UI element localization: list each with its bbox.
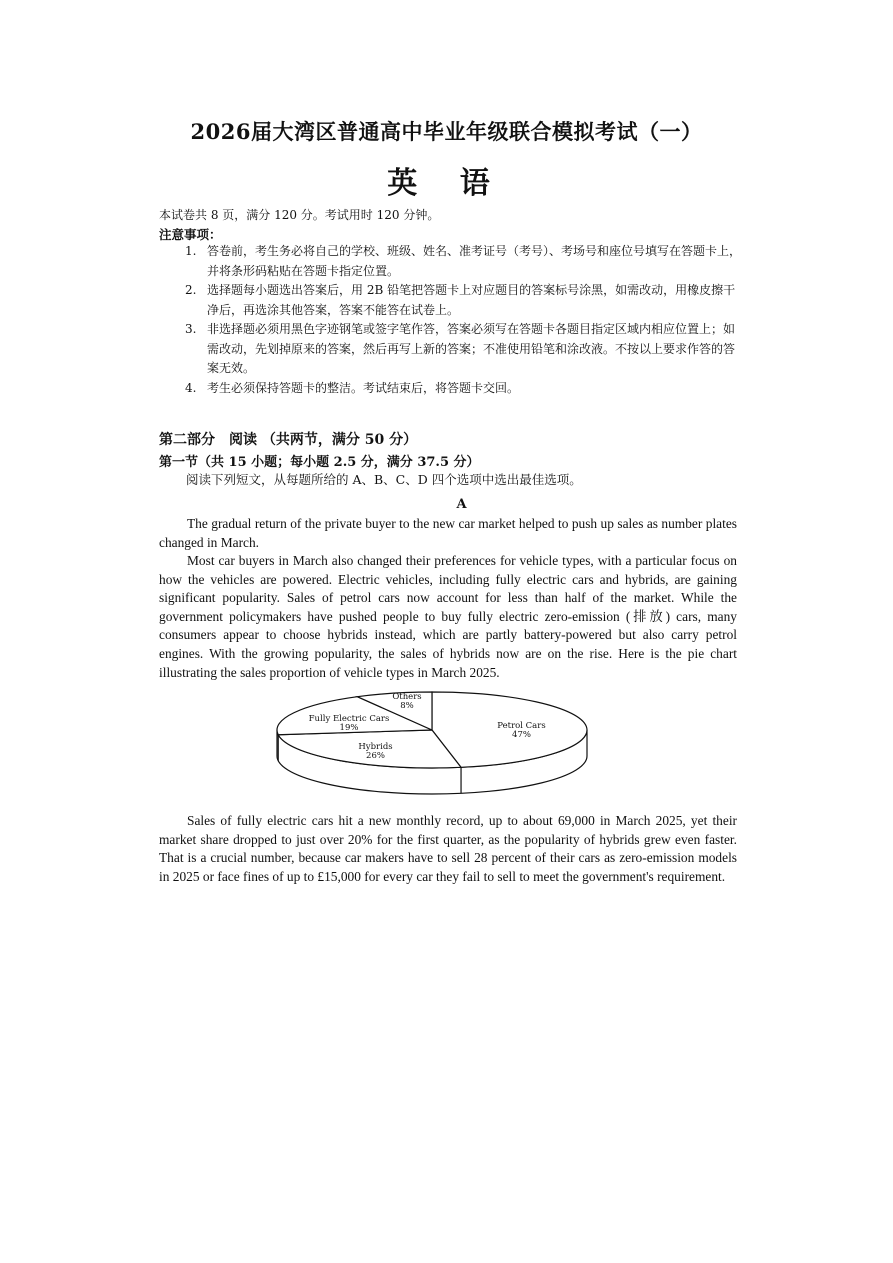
- exam-title: 2026届大湾区普通高中毕业年级联合模拟考试（一）: [190, 119, 703, 144]
- pie-chart-svg: [272, 688, 592, 802]
- part-title: 第二部分 阅读 （共两节，满分 50 分）: [159, 432, 418, 448]
- passage-label: A: [456, 497, 467, 512]
- vehicle-sales-pie-chart: [272, 688, 592, 802]
- pie-value-label: 19%: [339, 723, 359, 733]
- notice-list: [185, 242, 745, 398]
- notice-number: 2.: [185, 283, 197, 297]
- notice-number: 1.: [185, 244, 197, 258]
- notice-text: 答卷前，考生务必将自己的学校、班级、姓名、准考证号（考号）、考场号和座位号填写在答题卡上，并将条形码粘贴在答题卡指定位置。: [207, 244, 742, 278]
- pie-category-label: Petrol Cars: [497, 720, 546, 731]
- notice-text: 选择题每小题选出答案后，用 2B 铅笔把答题卡上对应题目的答案标号涂黑，如需改动，用橡皮擦干净后，再选涂其他答案，答案不能答在试卷上。: [207, 283, 736, 317]
- pie-category-label: Others: [392, 692, 422, 702]
- notice-text: 非选择题必须用黑色字迹钢笔或签字笔作答，答案必须写在答题卡各题目指定区域内相应位置上；如需改动，先划掉原来的答案，然后再写上新的答案；不准使用铅笔和涂改液。不按以上要求作答的答案无效。: [207, 322, 736, 375]
- pie-category-label: Hybrids: [358, 742, 393, 753]
- notice-number: 4.: [185, 380, 197, 395]
- notice-text: 考生必须保持答题卡的整洁。考试结束后，将答题卡交回。: [207, 380, 520, 395]
- pie-value-label: 47%: [512, 729, 531, 740]
- notice-item: [185, 281, 745, 320]
- passage-paragraph: Most car buyers in March also changed their preferences for vehicle types, with a particular focus on how the vehicles are powered. Electric vehicles, including fully electric cars and hybrids, are gaining significant popularity. Sales of petrol cars now account for less than half of the market. While the government policymakers have pushed people to buy fully electric zero-emission (排放) cars, many consumers appear to choose hybrids instead, which are partly battery-powered but also carry petrol engines. With the growing popularity, the sales of hybrids now are on the rise. Here is the pie chart illustrating the sales proportion of vehicle types in March 2025.: [159, 553, 737, 680]
- pie-category-label: Fully Electric Cars: [308, 714, 390, 724]
- reading-instruction: 阅读下列短文，从每题所给的 A、B、C、D 四个选项中选出最佳选项。: [186, 472, 582, 487]
- passage-paragraph: The gradual return of the private buyer to the new car market helped to push up sales as number plates changed in March.: [159, 516, 737, 550]
- notice-number: 3.: [185, 322, 197, 336]
- notice-item: [185, 320, 745, 379]
- subject-title: 英 语: [387, 166, 506, 201]
- notice-heading: 注意事项：: [159, 227, 222, 242]
- section-title: 第一节（共 15 小题；每小题 2.5 分，满分 37.5 分）: [159, 455, 480, 470]
- passage-paragraph: Sales of fully electric cars hit a new monthly record, up to about 69,000 in March 2025, yet their market share dropped to just over 20% for the first quarter, as the popularity of hybrids grew even faster. That is a crucial number, because car makers have to sell 28 percent of their cars as zero-emission models in 2025 or face fines of up to £15,000 for every car they fail to sell to meet the government's requirement.: [159, 813, 737, 884]
- pie-value-label: 26%: [366, 751, 385, 762]
- exam-summary: 本试卷共 8 页，满分 120 分。考试用时 120 分钟。: [159, 208, 440, 222]
- notice-item: [185, 379, 745, 399]
- notice-item: [185, 242, 745, 281]
- pie-value-label: 8%: [400, 701, 414, 711]
